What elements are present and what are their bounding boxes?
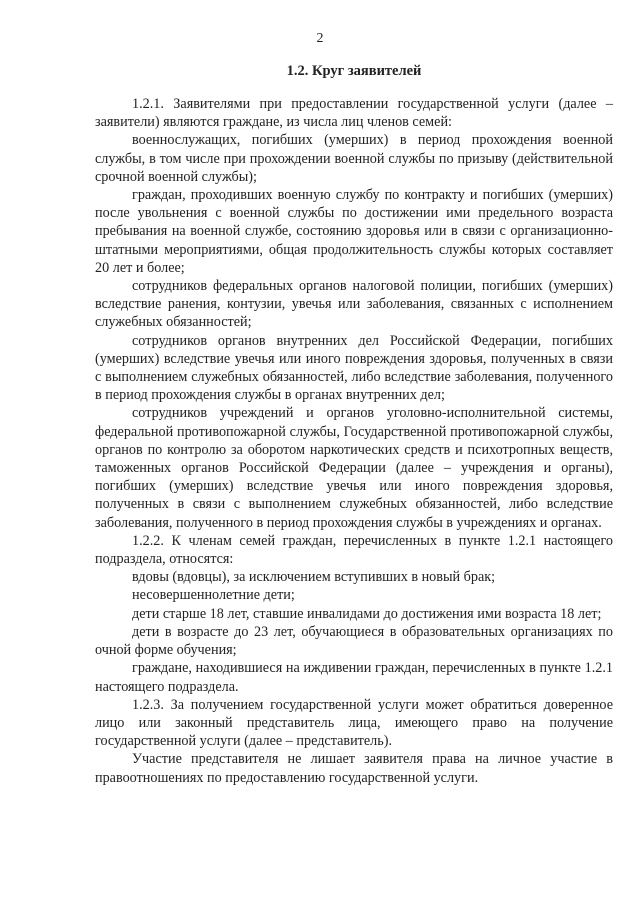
paragraph-dependents: граждане, находившиеся на иждивении граждан, перечисленных в пункте 1.2.1 настоящего подраздела. — [95, 660, 613, 695]
paragraph-contract-servicemen: граждан, проходивших военную службу по контракту и погибших (умерших) после увольнения с военной службы по достижении ими предельного возраста пребывания на военной службе, состоянию здоровья или в связи с организационно-штатными мероприятиями, общая продолжительность службы которых составляет 20 лет и более; — [95, 187, 613, 276]
paragraph-1-2-3: 1.2.3. За получением государственной услуги может обратиться доверенное лицо или законный представитель лица, имеющего право на получение государственной услуги (далее – представитель). — [95, 696, 613, 750]
paragraph-widows: вдовы (вдовцы), за исключением вступивших в новый брак; — [132, 569, 496, 586]
paragraph-students: дети в возрасте до 23 лет, обучающиеся в образовательных организациях по очной форме обучения; — [95, 623, 613, 659]
page-number: 2 — [316, 31, 324, 46]
paragraph-institutions-bodies: сотрудников учреждений и органов уголовно-исполнительной системы, федеральной противопожарной службы, Государственной противопожарной службы, органов по контролю за оборотом наркотических средств и психотропных веществ, таможенных органов Российской Федерации (далее – учреждения и органы), погибших (умерших) вследствие увечья или иного повреждения здоровья, полученных в связи с выполнением служебных обязанностей, либо вследствие заболевания, полученного в период прохождения службы в учреждениях и органах. — [95, 405, 613, 531]
section-heading: 1.2. Круг заявителей — [286, 63, 422, 79]
paragraph-internal-affairs: сотрудников органов внутренних дел Российской Федерации, погибших (умерших) вследствие увечья или иного повреждения здоровья, полученных в связи с выполнением служебных обязанностей, либо вследствие заболевания, полученного в период прохождения службы в органах внутренних дел; — [95, 332, 613, 404]
document-body — [95, 95, 613, 787]
paragraph-tax-police: сотрудников федеральных органов налоговой полиции, погибших (умерших) вследствие ранения, контузии, увечья или заболевания, связанных с исполнением служебных обязанностей; — [95, 278, 613, 331]
paragraph-minor-children: несовершеннолетние дети; — [132, 587, 295, 604]
paragraph-disabled-children: дети старше 18 лет, ставшие инвалидами до достижения ими возраста 18 лет; — [132, 605, 602, 622]
paragraph-1-2-1: 1.2.1. Заявителями при предоставлении государственной услуги (далее – заявители) являются граждане, из числа лиц членов семей: — [95, 96, 613, 131]
paragraph-military-servicemen: военнослужащих, погибших (умерших) в период прохождения военной службы, в том числе при прохождении военной службы по призыву (действительной срочной военной службы); — [95, 132, 613, 185]
paragraph-representative-participation: Участие представителя не лишает заявителя права на личное участие в правоотношениях по предоставлению государственной услуги. — [95, 751, 613, 786]
paragraph-1-2-2: 1.2.2. К членам семей граждан, перечисленных в пункте 1.2.1 настоящего подраздела, относятся: — [95, 532, 613, 568]
